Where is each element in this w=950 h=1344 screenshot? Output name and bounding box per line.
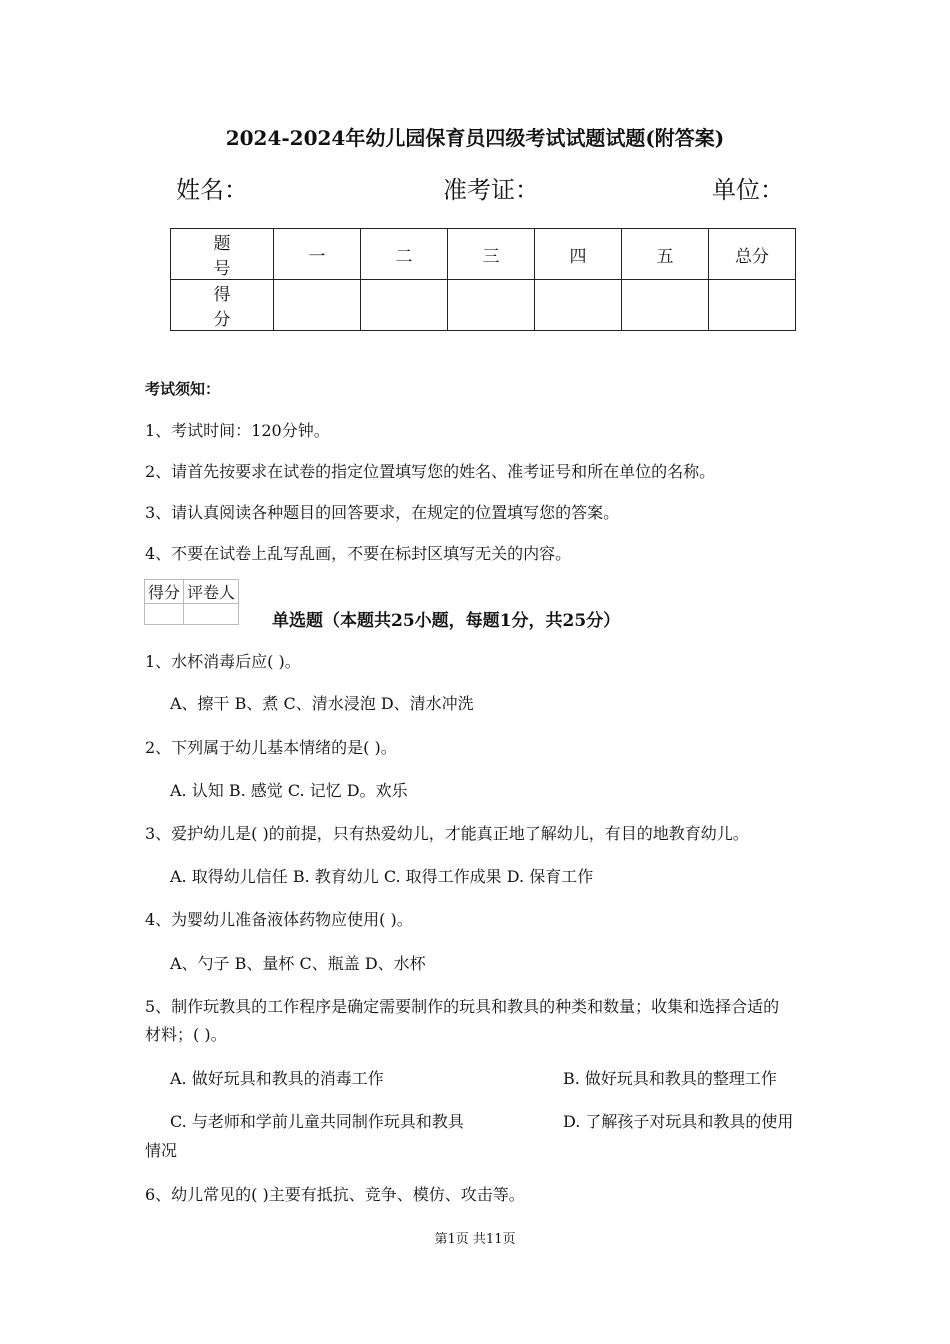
grader-box-grader-cell[interactable] [184, 604, 239, 625]
question-3-stem: 3、爱护幼儿是( )的前提，只有热爱幼儿，才能真正地了解幼儿，有目的地教育幼儿。 [145, 824, 749, 843]
question-2-options: A. 认知 B. 感觉 C. 记忆 D。欢乐 [170, 781, 408, 800]
instruction-item-1: 1、考试时间：120分钟。 [145, 421, 330, 440]
grader-box-grader-label: 评卷人 [184, 580, 239, 604]
instruction-item-3: 3、请认真阅读各种题目的回答要求，在规定的位置填写您的答案。 [145, 503, 620, 522]
question-5-option-c: C. 与老师和学前儿童共同制作玩具和教具 [170, 1112, 464, 1131]
score-cell-3[interactable] [448, 280, 535, 331]
grader-box [144, 579, 239, 625]
score-table-header-row [171, 229, 796, 280]
question-6-stem: 6、幼儿常见的( )主要有抵抗、竞争、模仿、攻击等。 [145, 1185, 525, 1204]
score-cell-total[interactable] [709, 280, 796, 331]
score-table-header-3: 三 [448, 229, 535, 280]
question-1-options: A、擦干 B、煮 C、清水浸泡 D、清水冲洗 [170, 694, 474, 713]
question-4-stem: 4、为婴幼儿准备液体药物应使用( )。 [145, 910, 413, 929]
score-cell-5[interactable] [622, 280, 709, 331]
name-field-label: 姓名： [176, 176, 248, 204]
instruction-item-2: 2、请首先按要求在试卷的指定位置填写您的姓名、准考证号和所在单位的名称。 [145, 462, 716, 481]
question-5-stem-line-2: 材料；( )。 [145, 1025, 227, 1044]
score-table-header-label: 题 号 [171, 229, 274, 280]
score-table-row-label: 得 分 [171, 280, 274, 331]
question-5-stem-line-1: 5、制作玩教具的工作程序是确定需要制作的玩具和教具的种类和数量；收集和选择合适的 [145, 997, 780, 1016]
score-table-header-4: 四 [535, 229, 622, 280]
unit-field-label: 单位： [712, 176, 784, 204]
score-table-header-1: 一 [274, 229, 361, 280]
exam-number-field-label: 准考证： [443, 176, 539, 204]
score-table-header-2: 二 [361, 229, 448, 280]
question-5-option-a: A. 做好玩具和教具的消毒工作 [170, 1069, 384, 1088]
page-title: 2024-2024年幼儿园保育员四级考试试题试题(附答案) [225, 126, 725, 150]
score-cell-1[interactable] [274, 280, 361, 331]
question-4-options: A、勺子 B、量杯 C、瓶盖 D、水杯 [170, 954, 426, 973]
score-table-score-row [171, 280, 796, 331]
score-table-header-total: 总分 [709, 229, 796, 280]
score-table [170, 228, 796, 331]
section-title: 单选题（本题共25小题，每题1分，共25分） [272, 611, 621, 631]
question-2-stem: 2、下列属于幼儿基本情绪的是( )。 [145, 738, 397, 757]
page-footer: 第1页 共11页 [434, 1232, 516, 1247]
instruction-item-4: 4、不要在试卷上乱写乱画，不要在标封区填写无关的内容。 [145, 544, 572, 563]
score-table-header-5: 五 [622, 229, 709, 280]
question-5-option-b: B. 做好玩具和教具的整理工作 [563, 1069, 777, 1088]
score-cell-2[interactable] [361, 280, 448, 331]
question-5-option-d-continued: 情况 [145, 1141, 178, 1160]
grader-box-score-cell[interactable] [145, 604, 184, 625]
instructions-heading: 考试须知： [145, 380, 221, 398]
grader-box-score-label: 得分 [145, 580, 184, 604]
score-cell-4[interactable] [535, 280, 622, 331]
question-1-stem: 1、水杯消毒后应( )。 [145, 652, 301, 671]
question-5-option-d: D. 了解孩子对玩具和教具的使用 [563, 1112, 794, 1131]
question-3-options: A. 取得幼儿信任 B. 教育幼儿 C. 取得工作成果 D. 保育工作 [170, 867, 594, 886]
